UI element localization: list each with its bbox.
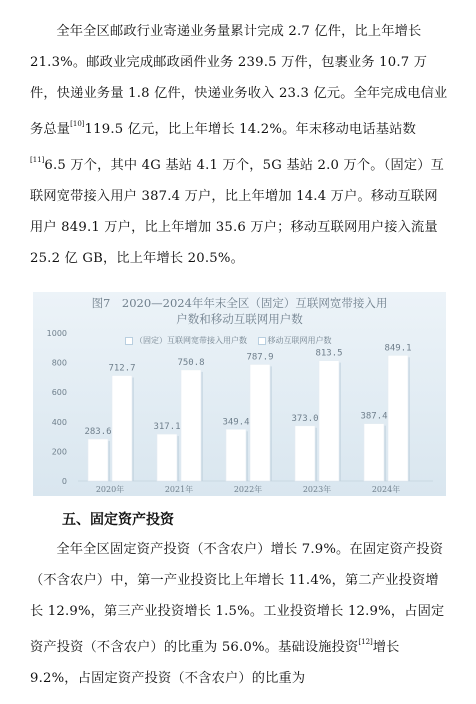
- data-label: 373.0: [291, 413, 319, 424]
- x-tick-label: 2023年: [302, 485, 332, 494]
- paragraph-text: 6.5 万个，其中 4G 基站 4.1 万个，5G 基站 2.0 万个。（固定）互联网宽带接入用户 387.4 万户，比上年增加 14.4 万户。移动互联网用户 849.1 万户，比上年增加 35.6 万户；移动互联网用户接入流量 25.2 亿 GB，比上年增长 20.5%。: [30, 158, 445, 266]
- data-label: 750.8: [177, 357, 205, 368]
- data-label: 787.9: [246, 352, 274, 363]
- data-label: 387.4: [360, 411, 388, 422]
- bar-mobile: [319, 361, 339, 481]
- y-tick-label: 800: [51, 358, 67, 368]
- paragraph-investment: [30, 534, 450, 694]
- data-label: 712.7: [108, 363, 136, 374]
- footnote-ref[interactable]: [10]: [70, 120, 85, 128]
- bar-broadband: [157, 434, 177, 481]
- paragraph-text: 增长 9.2%，占固定资产投资（不含农户）的比重为: [30, 640, 400, 686]
- chart-title-line1: 图7 2020—2024年年末全区（固定）互联网宽带接入用: [91, 296, 388, 310]
- x-tick-label: 2020年: [95, 485, 125, 494]
- paragraph-text: 全年全区固定资产投资（不含农户）增长 7.9%。在固定资产投资（不含农户）中，第一产业投资比上年增长 11.4%，第二产业投资增长 12.9%，第三产业投资增长 1.5%。工业投资增长 12.9%，占固定资产投资（不含农户）的比重为 56.0%。基础设施投资: [30, 542, 445, 655]
- bar-broadband: [295, 426, 315, 481]
- legend-label-broadband: （固定）互联网宽带接入用户数: [135, 336, 247, 345]
- broadband-chart: [33, 292, 446, 496]
- footnote-ref[interactable]: [11]: [30, 156, 45, 164]
- paragraph-text: 全年全区邮政行业寄递业务量累计完成 2.7 亿件，比上年增长 21.3%。邮政业完成邮政函件业务 239.5 万件，包裹业务 10.7 万件，快递业务量 1.8 亿件，快递业务收入 23.3 亿元。全年完成电信业务总量: [30, 24, 448, 137]
- data-label: 349.4: [222, 417, 250, 428]
- paragraph-post-telecom: [30, 16, 450, 274]
- data-label: 317.1: [153, 422, 181, 433]
- paragraph-text: 119.5 亿元，比上年增长 14.2%。年末移动电话基站数: [84, 122, 416, 137]
- bar-broadband: [364, 424, 384, 481]
- y-tick-label: 200: [51, 447, 67, 457]
- x-tick-label: 2021年: [164, 485, 194, 494]
- bar-broadband: [88, 439, 108, 481]
- section-heading: 五、固定资产投资: [62, 512, 174, 528]
- y-tick-label: 1000: [46, 329, 67, 338]
- chart-plot: [33, 292, 446, 496]
- bar-mobile: [112, 376, 132, 481]
- bar-broadband: [226, 429, 246, 481]
- y-tick-label: 400: [51, 417, 67, 427]
- y-tick-label: 600: [51, 388, 67, 398]
- x-tick-label: 2024年: [371, 485, 401, 494]
- chart-title-line2: 户数和移动互联网用户数: [176, 312, 303, 326]
- bar-mobile: [250, 364, 270, 481]
- legend-label-mobile: 移动互联网用户数: [267, 336, 332, 345]
- data-label: 849.1: [384, 343, 412, 354]
- bar-mobile: [388, 355, 408, 481]
- data-label: 813.5: [315, 348, 343, 359]
- bar-mobile: [181, 370, 201, 481]
- footnote-ref[interactable]: [12]: [358, 638, 373, 646]
- data-label: 283.6: [84, 427, 112, 438]
- x-tick-label: 2022年: [233, 485, 263, 494]
- y-tick-label: 0: [61, 477, 67, 486]
